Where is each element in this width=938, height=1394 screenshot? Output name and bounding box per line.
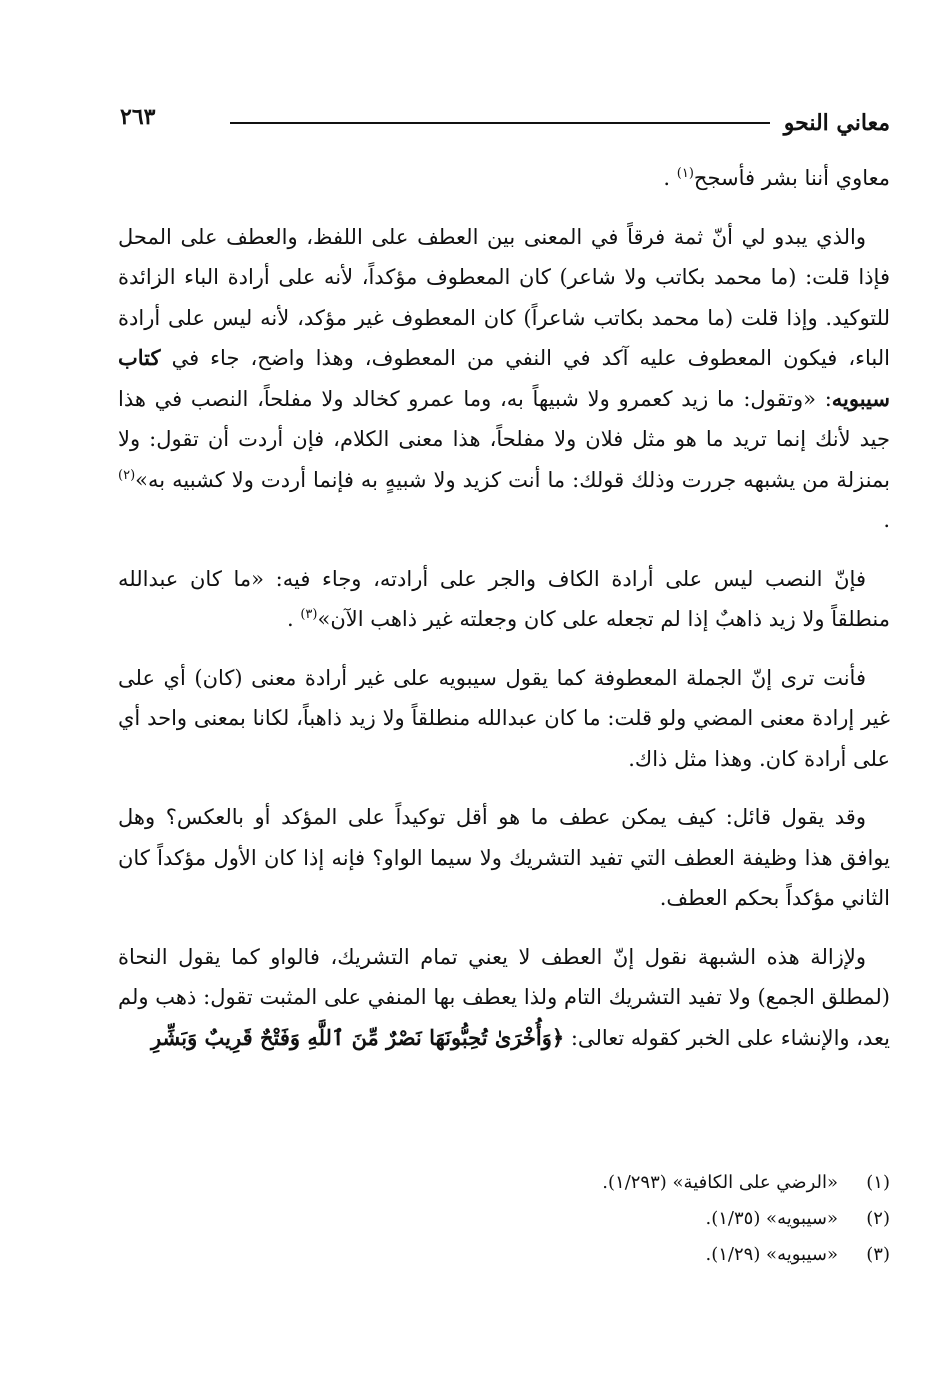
- paragraph-2: فإنّ النصب ليس على أرادة الكاف والجر على أرادته، وجاء فيه: «ما كان عبدالله منطلقاً ولا زيد ذاهبٌ إذا لم تجعله على كان وجعلته غير ذاهب الآن»$^{(٣)}$ .: [118, 566, 890, 631]
- footnote-3: [118, 1237, 890, 1273]
- verse-line: معاوي أننا بشر فأسجح$^{(١)}$ .: [663, 166, 890, 190]
- quran-verse: ﴿وَأُخْرَىٰ تُحِبُّونَهَا نَصْرٌ مِّنَ ٱللَّهِ وَفَتْحٌ قَرِيبٌ وَبَشِّرِ: [150, 1024, 565, 1050]
- footnote-number: (٣): [866, 1244, 890, 1265]
- page-number: ٢٦٣: [120, 104, 156, 130]
- paragraph-1-text-b: : «وتقول: ما زيد كعمرو ولا شبيهاً به، وما عمرو كخالد ولا مفلحاً، النصب في هذا جيد لأنك إنما تريد ما هو مثل فلان ولا مفلحاً، هذا معنى الكلام، فإن أردت أن تقول: ولا بمنزلة من يشبهه جررت وذلك قولك: ما أنت كزيد ولا شبيهٍ به فإنما أردت ولا كشبيه به»: [118, 386, 890, 492]
- paragraph-5-text: ولإزالة هذه الشبهة نقول إنّ العطف لا يعني تمام التشريك، فالواو كما يقول النحاة (لمطلق الجمع) ولا تفيد التشريك التام ولذا يعطف بها المنفي على المثبت تقول: ذهب ولم يعد، والإنشاء على الخبر كقوله تعالى:: [118, 944, 890, 1050]
- book-title-bold: كتاب سيبويه: [118, 345, 890, 411]
- header-rule: [230, 122, 770, 124]
- paragraph-4: وقد يقول قائل: كيف يمكن عطف ما هو أقل توكيداً على المؤكد أو بالعكس؟ وهل يوافق هذا وظيفة العطف التي تفيد التشريك ولا سيما الواو؟ فإنه إذا كان الأول مؤكداً كان الثاني مؤكداً بحكم العطف.: [118, 805, 890, 910]
- footnote-number: (٢): [866, 1208, 890, 1229]
- footnote-text: «الرضي على الكافية» (١/٢٩٣).: [602, 1172, 838, 1193]
- paragraph-3: فأنت ترى إنّ الجملة المعطوفة كما يقول سيبويه على غير أرادة معنى (كان) أي على غير إرادة معنى المضي ولو قلت: ما كان عبدالله منطلقاً ولا زيد ذاهباً، لكانا بمعنى واحد أي على أرادة كان. وهذا مثل ذاك.: [118, 665, 890, 771]
- footnote-2: [118, 1201, 890, 1237]
- footnote-ref-1: (١): [676, 166, 694, 181]
- paragraph-1: والذي يبدو لي أنّ ثمة فرقاً في المعنى بين العطف على اللفظ، والعطف على المحل فإذا قلت: (ما محمد بكاتب ولا شاعر) كان المعطوف مؤكداً، لأنه على أرادة الباء الزائدة للتوكيد. وإذا قلت (ما محمد بكاتب شاعراً) كان المعطوف غير مؤكد، لأنه ليس على أرادة الباء، فيكون المعطوف عليه آكد في النفي من المعطوف، وهذا واضح، جاء في كتاب سيبويه: «وتقول: ما زيد كعمرو ولا شبيهاً به، وما عمرو كخالد ولا مفلحاً، النصب في هذا جيد لأنك إنما تريد ما هو مثل فلان ولا مفلحاً، هذا معنى الكلام، فإن أردت أن تقول: ولا بمنزلة من يشبهه جررت وذلك قولك: ما أنت كزيد ولا شبيهٍ به فإنما أردت ولا كشبيه به»$^{(٢)}$ .: [118, 224, 890, 532]
- verse-text: معاوي أننا بشر فأسجح: [693, 166, 890, 190]
- paragraph-5: [118, 937, 890, 1059]
- footnote-ref-3: (٣): [300, 607, 318, 622]
- footnote-1: [118, 1165, 890, 1201]
- paragraph-2-text: فإنّ النصب ليس على أرادة الكاف والجر على أرادته، وجاء فيه: «ما كان عبدالله منطلقاً ولا زيد ذاهبٌ إذا لم تجعله على كان وجعلته غير ذاهب الآن»: [118, 566, 890, 631]
- running-title: معاني النحو: [783, 110, 890, 136]
- footnote-text: «سيبويه» (١/٢٩).: [705, 1244, 838, 1265]
- footnote-ref-2: (٢): [118, 467, 136, 483]
- footnote-number: (١): [866, 1172, 890, 1193]
- page-header: [120, 100, 890, 140]
- footnote-text: «سيبويه» (١/٣٥).: [705, 1208, 838, 1229]
- main-text: [118, 158, 890, 1076]
- footnotes: [118, 1165, 890, 1273]
- paragraph-1-text-a: والذي يبدو لي أنّ ثمة فرقاً في المعنى بين العطف على اللفظ، والعطف على المحل فإذا قلت: (ما محمد بكاتب ولا شاعر) كان المعطوف مؤكداً، لأنه على أرادة الباء الزائدة للتوكيد. وإذا قلت (ما محمد بكاتب شاعراً) كان المعطوف غير مؤكد، لأنه ليس على أرادة الباء، فيكون المعطوف عليه آكد في النفي من المعطوف، وهذا واضح، جاء في: [118, 224, 890, 370]
